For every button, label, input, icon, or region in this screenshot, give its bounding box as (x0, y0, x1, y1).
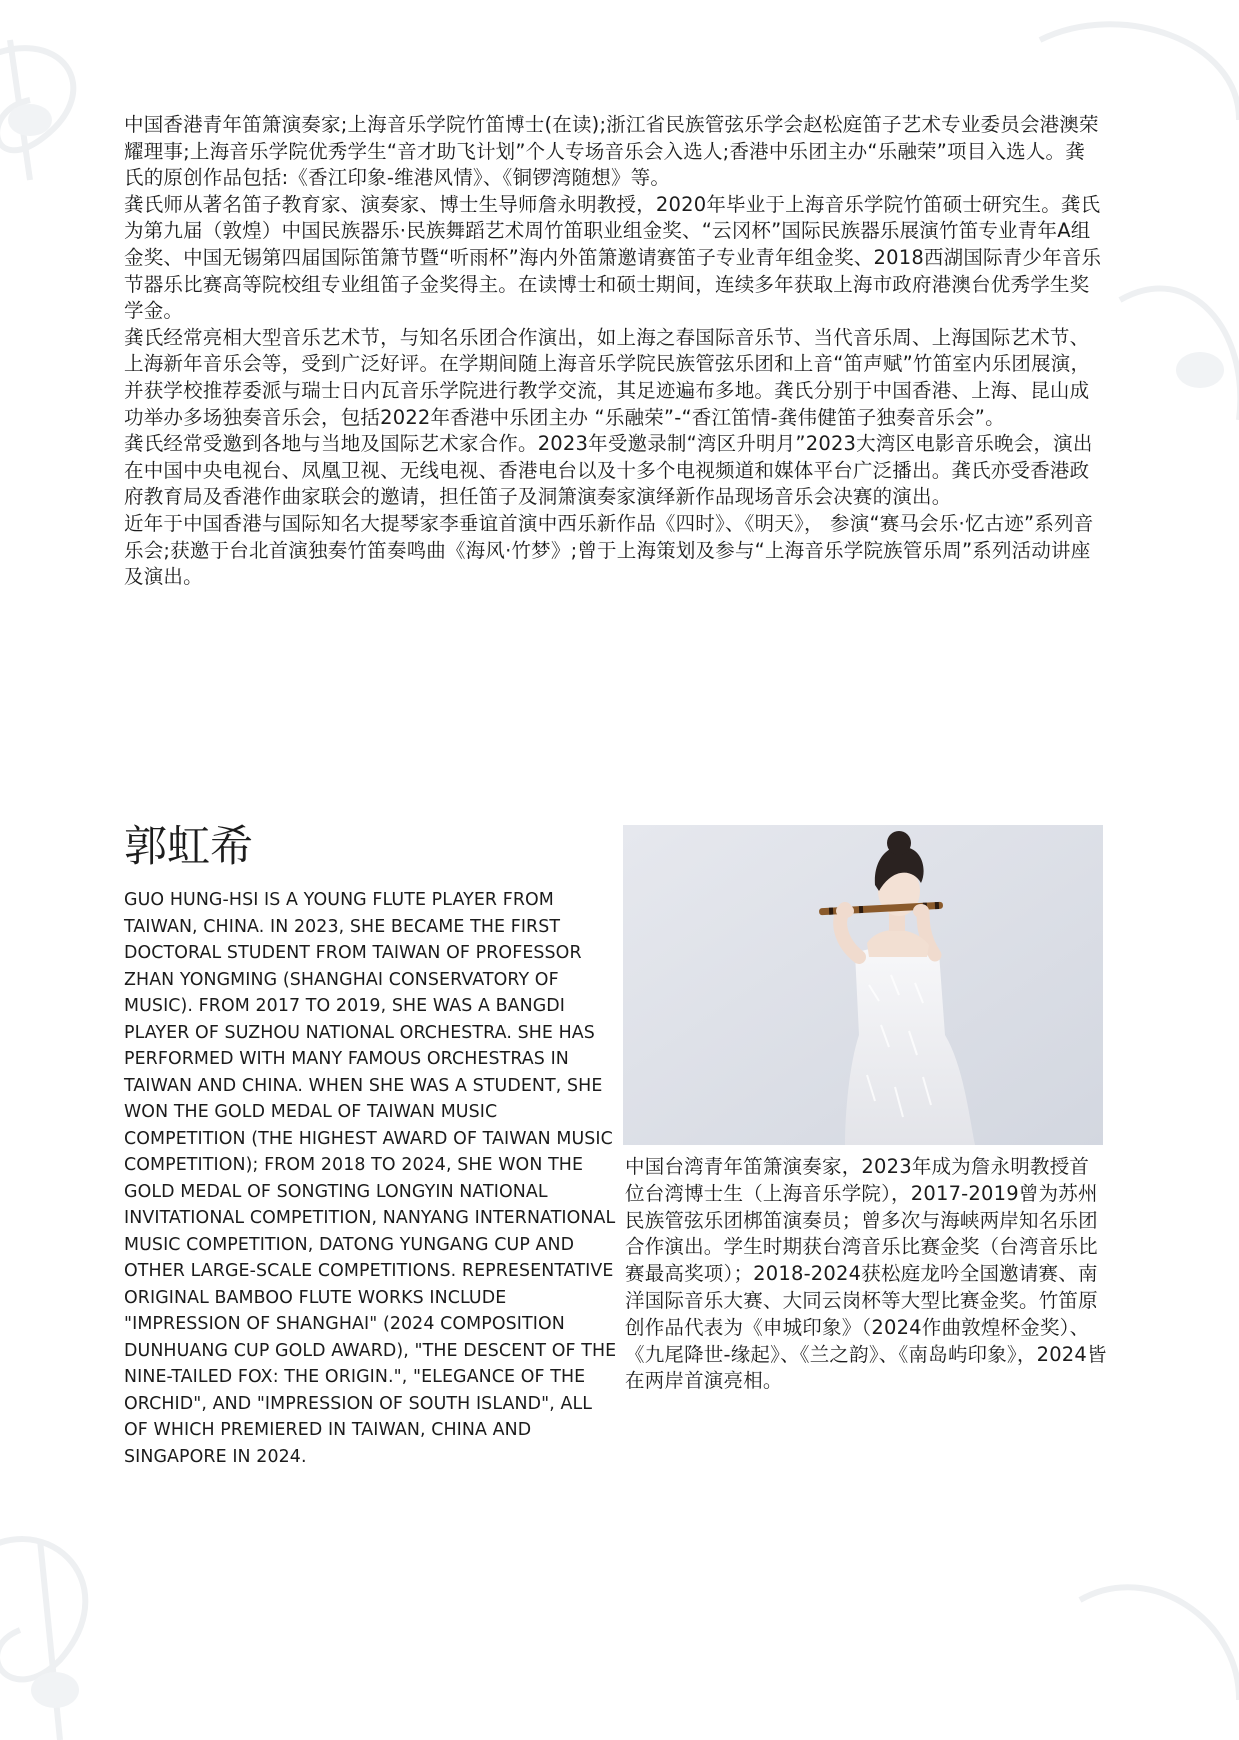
bio-paragraph: 龚氏师从著名笛子教育家、演奏家、博士生导师詹永明教授，2020年毕业于上海音乐学院竹笛硕士研究生。龚氏为第九届（敦煌）中国民族器乐·民族舞蹈艺术周竹笛职业组金奖、“云冈杯”国际民族器乐展演竹笛专业青年A组金奖、中国无锡第四届国际笛箫节暨“听雨杯”海内外笛箫邀请赛笛子专业青年组金奖、2018西湖国际青少年音乐节器乐比赛高等院校组专业组笛子金奖得主。在读博士和硕士期间，连续多年获取上海市政府港澳台优秀学生奖学金。 (124, 192, 1102, 323)
bio-paragraph: 龚氏经常亮相大型音乐艺术节，与知名乐团合作演出，如上海之春国际音乐节、当代音乐周、上海国际艺术节、上海新年音乐会等，受到广泛好评。在学期间随上海音乐学院民族管弦乐团和上音“笛声赋”竹笛室内乐团展演，并获学校推荐委派与瑞士日内瓦音乐学院进行教学交流，其足迹遍布多地。龚氏分别于中国香港、上海、昆山成功举办多场独奏音乐会，包括2022年香港中乐团主办 “乐融荣”-“香江笛情-龚伟健笛子独奏音乐会”。 (124, 325, 1091, 429)
biography-text-block (124, 112, 1104, 591)
bio-paragraph: 近年于中国香港与国际知名大提琴家李垂谊首演中西乐新作品《四时》、《明天》， 参演“赛马会乐·忆古迹”系列音乐会;获邀于台北首演独奏竹笛奏鸣曲《海风·竹梦》;曾于上海策划及参与“上海音乐学院族管乐周”系列活动讲座及演出。 (124, 511, 1094, 589)
bio-paragraph: 中国香港青年笛箫演奏家;上海音乐学院竹笛博士(在读);浙江省民族管弦乐学会赵松庭笛子艺术专业委员会港澳荣耀理事;上海音乐学院优秀学生“音才助飞计划”个人专场音乐会入选人;香港中乐团主办“乐融荣”项目入选人。龚氏的原创作品包括:《香江印象-维港风情》、《铜锣湾随想》等。 (124, 113, 1099, 190)
profile-name-heading: 郭虹希 (124, 822, 253, 872)
chinese-biography: 中国台湾青年笛箫演奏家，2023年成为詹永明教授首位台湾博士生（上海音乐学院），2017-2019曾为苏州民族管弦乐团梆笛演奏员；曾多次与海峡两岸知名乐团合作演出。学生时期获台湾音乐比赛金奖（台湾音乐比赛最高奖项）；2018-2024获松庭龙吟全国邀请赛、南洋国际音乐大赛、大同云岗杯等大型比赛金奖。竹笛原创作品代表为《申城印象》（2024作曲敦煌杯金奖）、《九尾降世-缘起》、《兰之韵》、《南岛屿印象》，2024皆在两岸首演亮相。 (625, 1155, 1107, 1393)
photo-illustration (623, 825, 1103, 1145)
performer-photo (623, 825, 1103, 1145)
bio-paragraph: 龚氏经常受邀到各地与当地及国际艺术家合作。2023年受邀录制“湾区升明月”2023大湾区电影音乐晚会，演出在中国中央电视台、凤凰卫视、无线电视、香港电台以及十多个电视频道和媒体平台广泛播出。龚氏亦受香港政府教育局及香港作曲家联会的邀请，担任笛子及洞箫演奏家演绎新作品现场音乐会决赛的演出。 (124, 432, 1093, 509)
english-biography: GUO HUNG-HSI IS A YOUNG FLUTE PLAYER FROM TAIWAN, CHINA. IN 2023, SHE BECAME THE FIRST DOCTORAL STUDENT FROM TAIWAN OF PROFESSOR ZHAN YONGMING (SHANGHAI CONSERVATORY OF MUSIC). FROM 2017 TO 2019, SHE WAS A BANGDI PLAYER OF SUZHOU NATIONAL ORCHESTRA. SHE HAS PERFORMED WITH MANY FAMOUS ORCHESTRAS IN TAIWAN AND CHINA. WHEN SHE WAS A STUDENT, SHE WON THE GOLD MEDAL OF TAIWAN MUSIC COMPETITION (THE HIGHEST AWARD OF TAIWAN MUSIC COMPETITION); FROM 2018 TO 2024, SHE WON THE GOLD MEDAL OF SONGTING LONGYIN NATIONAL INVITATIONAL COMPETITION, NANYANG INTERNATIONAL MUSIC COMPETITION, DATONG YUNGANG CUP AND OTHER LARGE-SCALE COMPETITIONS. REPRESENTATIVE ORIGINAL BAMBOO FLUTE WORKS INCLUDE "IMPRESSION OF SHANGHAI" (2024 COMPOSITION DUNHUANG CUP GOLD AWARD), "THE DESCENT OF THE NINE-TAILED FOX: THE ORIGIN.", "ELEGANCE OF THE ORCHID", AND "IMPRESSION OF SOUTH ISLAND", ALL OF WHICH PREMIERED IN TAIWAN, CHINA AND SINGAPORE IN 2024. (124, 890, 617, 1467)
